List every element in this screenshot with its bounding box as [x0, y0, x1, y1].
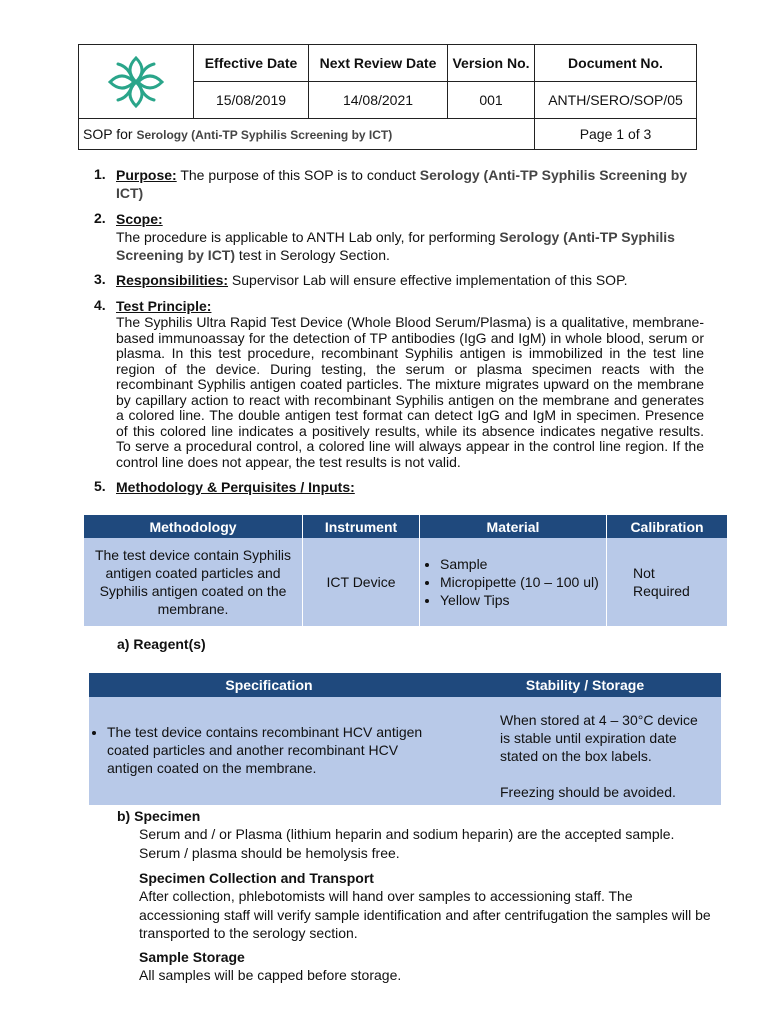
page-number: Page 1 of 3 — [535, 119, 697, 150]
effective-date-value: 15/08/2019 — [194, 82, 309, 119]
section-number: 4. — [94, 297, 106, 313]
organization-logo-icon — [104, 52, 168, 112]
scope-text-2: test in Serology Section. — [235, 247, 390, 263]
reagent-heading: a) Reagent(s) — [117, 636, 206, 652]
stability-cell — [449, 697, 721, 805]
specimen-text: Serum and / or Plasma (lithium heparin and sodium heparin) are the accepted sample. Serum / plasma should be hemolysis free. — [139, 826, 675, 861]
responsibilities-section — [94, 271, 704, 289]
freezing-text: Freezing should be avoided. — [500, 784, 676, 800]
table-header-stability: Stability / Storage — [449, 673, 721, 697]
specimen-collection-text: After collection, phlebotomists will hand over samples to accessioning staff. The accessioning staff will verify sample identification and after centrifugation the samples will be transported to the serology section. — [139, 888, 711, 941]
methodology-cell: The test device contain Syphilis antigen coated particles and Syphilis antigen coated on the membrane. — [84, 538, 303, 626]
document-header-table — [78, 44, 697, 150]
test-principle-text: The Syphilis Ultra Rapid Test Device (Whole Blood Serum/Plasma) is a qualitative, membrane-based immunoassay for the detection of TP antibodies (IgG and IgM) in whole blood, serum or plasma. In this test procedure, recombinant Syphilis antigen is immobilized in the test line region of the device. During testing, the serum or plasma specimen reacts with the recombinant Syphilis antigen coated particles. The mixture migrates upward on the membrane by capillary action to react with recombinant Syphilis antigen on the membrane and generates a colored line. The double antigen test format can detect IgG and IgM in specimen. Presence of this colored line indicates a positively results, while its absence indicates negative results. To serve a procedural control, a colored line will always appear in the control line region. If the control line does not appear, the test results is not valid. — [116, 314, 704, 470]
test-principle-label: Test Principle: — [116, 298, 212, 314]
document-no-value: ANTH/SERO/SOP/05 — [535, 82, 697, 119]
sop-title: Serology (Anti-TP Syphilis Screening by ICT) — [136, 128, 393, 142]
list-item: • Yellow Tips — [440, 591, 606, 609]
table-header-instrument: Instrument — [303, 515, 420, 538]
section-number: 3. — [94, 271, 106, 287]
next-review-date-header: Next Review Date — [309, 45, 448, 82]
sop-title-cell — [79, 119, 535, 150]
list-item: • The test device contains recombinant HCV antigen coated particles and another recombinant HCV antigen coated on the membrane. — [107, 723, 439, 777]
specimen-collection-title: Specimen Collection and Transport — [139, 870, 374, 886]
material-list — [424, 555, 606, 609]
responsibilities-text: Supervisor Lab will ensure effective implementation of this SOP. — [228, 272, 628, 288]
responsibilities-label: Responsibilities: — [116, 272, 229, 288]
logo-cell — [79, 45, 194, 119]
purpose-bold-text: Serology (Anti-TP Syphilis Screening by ICT) — [116, 167, 688, 201]
stability-text: When stored at 4 – 30°C device is stable until expiration date stated on the box labels. — [500, 712, 698, 764]
sample-storage-title: Sample Storage — [139, 949, 245, 965]
table-header-calibration: Calibration — [607, 515, 728, 538]
methodology-label: Methodology & Perquisites / Inputs: — [116, 479, 355, 495]
methodology-table — [84, 515, 727, 626]
version-header: Version No. — [448, 45, 535, 82]
scope-section — [94, 210, 704, 264]
purpose-text: The purpose of this SOP is to conduct — [176, 167, 420, 183]
purpose-label: Purpose: — [116, 167, 177, 183]
effective-date-header: Effective Date — [194, 45, 309, 82]
instrument-cell: ICT Device — [303, 538, 420, 626]
section-number: 1. — [94, 166, 106, 182]
table-header-material: Material — [420, 515, 607, 538]
purpose-section — [94, 166, 704, 202]
test-principle-section — [94, 297, 704, 470]
methodology-section — [94, 478, 704, 496]
document-no-header: Document No. — [535, 45, 697, 82]
calibration-cell: Not Required — [607, 538, 728, 626]
table-header-methodology: Methodology — [84, 515, 303, 538]
list-item: • Sample — [440, 555, 606, 573]
reagent-table — [89, 673, 721, 805]
table-header-specification: Specification — [89, 673, 449, 697]
scope-text-1: The procedure is applicable to ANTH Lab only, for performing — [116, 229, 500, 245]
version-value: 001 — [448, 82, 535, 119]
scope-label: Scope: — [116, 211, 163, 227]
specimen-heading: b) Specimen — [117, 808, 201, 824]
next-review-date-value: 14/08/2021 — [309, 82, 448, 119]
material-cell — [420, 538, 607, 626]
sop-prefix: SOP for — [83, 126, 133, 142]
list-item: • Micropipette (10 – 100 ul) — [440, 573, 606, 591]
section-number: 5. — [94, 478, 106, 494]
sample-storage-text: All samples will be capped before storage. — [139, 967, 402, 983]
scope-bold-text: Serology (Anti-TP Syphilis Screening by ICT) — [116, 229, 675, 263]
specification-cell — [89, 697, 449, 805]
section-number: 2. — [94, 210, 106, 226]
